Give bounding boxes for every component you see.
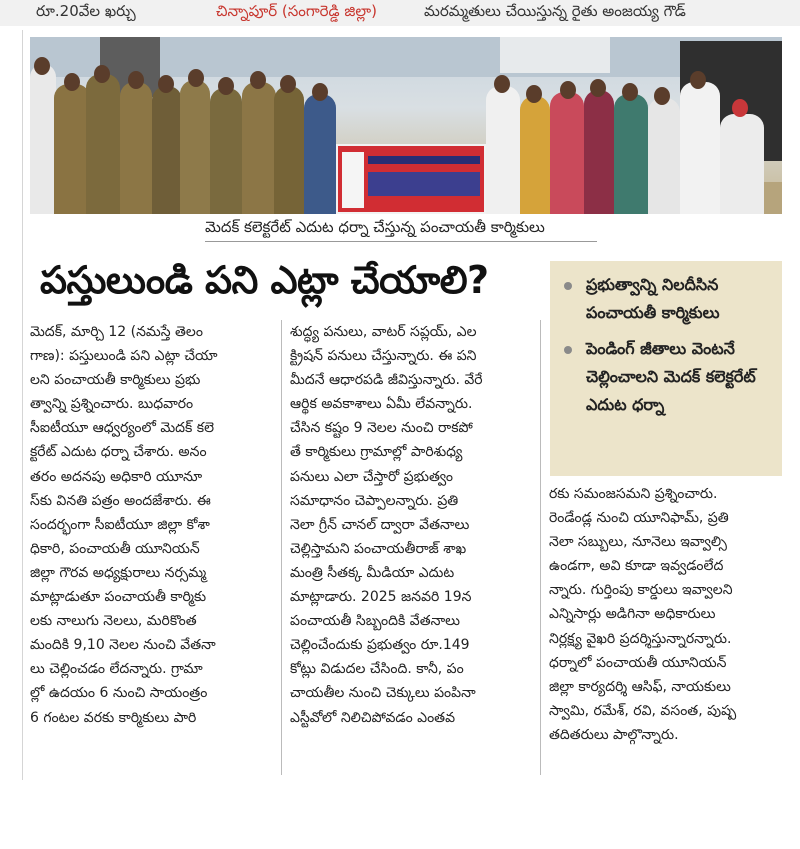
text-line: చేసిన కష్టం 9 నెలల నుంచి రాకపో [290,420,473,437]
text-line: చెల్లిస్తామని పంచాయతీరాజ్ శాఖ [290,540,467,557]
text-line: ధర్నాలో పంచాయతీ యూనియన్ [549,654,727,671]
text-line: చెల్లించేందుకు ప్రభుత్వం రూ.149 [290,637,470,654]
text-line: లు చెల్లించడం లేదన్నారు. గ్రామా [30,661,203,678]
citu-logo-icon [342,152,364,208]
text-line: సమాధానం చెప్పాలన్నారు. ప్రతి [290,492,459,509]
text-line: ధికారి, పంచాయతీ యూనియన్ [30,540,200,557]
text-line: ల్లో ఉదయం 6 నుంచి సాయంత్రం [30,685,208,702]
text-line: మాట్లాడారు. 2025 జనవరి 19న [290,589,472,606]
column-divider [281,320,282,775]
page-edge-rule [22,30,23,780]
photo-caption: మెదక్ కలెక్టరేట్ ఎదుట ధర్నా చేస్తున్న పంచాయతీ కార్మికులు [205,218,545,236]
text-line: పంచాయతీ సిబ్బందికి వేతనాలు [290,613,460,630]
highlight-item: ప్రభుత్వాన్ని నిలదీసిన పంచాయతీ కార్మికులు [564,271,772,327]
article-column-3 [549,482,784,747]
text-line: క్ట్రిషన్ పనులు చేస్తున్నారు. ఈ పని [290,348,477,365]
text-line: లని పంచాయతీ కార్మికులు ప్రభు [30,372,201,389]
text-line: తదితరులు పాల్గొన్నారు. [549,726,679,743]
text-line: 6 గంటల వరకు కార్మికులు పారి [30,709,197,726]
highlights-box [550,261,782,476]
text-line: లకు నాలుగు నెలలు, మరికొంత [30,613,197,630]
text-line: క్టరేట్ ఎదుట ధర్నా చేశారు. అనం [30,444,207,461]
text-line: ఉండగా, అవి కూడా ఇవ్వడంలేద [549,558,724,575]
text-line: శుద్ధ్య పనులు, వాటర్ సప్లయ్, ఎల [290,324,477,340]
highlight-item: పెండింగ్ జీతాలు వెంటనే చెల్లించాలని మెదక్ కలెక్టరేట్ ఎదుట ధర్నా [564,335,772,419]
text-line: స్వామి, రమేశ్, రవి, వసంత, పుష్ప [549,702,737,719]
text-line: రెండేండ్ల నుంచి యూనిఫామ్, ప్రతి [549,510,729,527]
text-line: మీదనే ఆధారపడి జీవిస్తున్నారు. వేరే [290,372,483,389]
text-line: ఎన్నిసార్లు అడిగినా అధికారులు [549,606,716,623]
bullet-icon [564,282,572,290]
text-line: ఎస్టీవోలో నిలిచిపోవడం ఎంతవ [290,709,456,726]
text-line: కోట్లు విడుదల చేసింది. కానీ, పం [290,661,464,678]
text-line: రకు సమంజసమని ప్రశ్నించారు. [549,486,718,502]
text-line: జిల్లా కార్యదర్శి ఆసిఫ్, నాయకులు [549,678,731,695]
protest-banner [336,144,486,214]
text-line: చాయతీల నుంచి చెక్కులు పంపినా [290,685,476,702]
text-line: గాణ): పస్తులుండి పని ఎట్లా చేయా [30,348,218,365]
column-divider [540,320,541,775]
text-line: ఆర్థిక అవకాశాలు ఏమీ లేవన్నారు. [290,396,473,413]
text-line: మంత్రి సీతక్క మీడియా ఎదుట [290,564,455,581]
previous-article-strip [0,0,800,26]
text-line: తే కార్మికులు గ్రామాల్లో పారిశుధ్య [290,444,463,461]
text-line: సీఐటీయూ ఆధ్వర్యంలో మెదక్ కలె [30,420,215,437]
strip-right-text: మరమ్మతులు చేయిస్తున్న రైతు అంజయ్య గౌడ్ [424,2,686,20]
text-line: పనులు ఎలా చేస్తారో ప్రభుత్వం [290,468,453,485]
text-line: స్‌కు వినతి పత్రం అందజేశారు. ఈ [30,492,211,509]
strip-left-text: రూ.20వేల ఖర్చు [36,2,136,20]
text-line: మెదక్, మార్చి 12 (నమస్తే తెలం [30,324,203,340]
text-line: మందికి 9,10 నెలల నుంచి వేతనా [30,637,216,654]
text-line: నెలా గ్రీన్ చానల్ ద్వారా వేతనాలు [290,516,470,533]
caption-underline [205,241,597,242]
text-line: న్నారు. గుర్తింపు కార్డులు ఇవ్వాలని [549,582,733,599]
text-line: నెలా సబ్బులు, నూనెలు ఇవ్వాల్సి [549,534,727,551]
text-line: సందర్భంగా సీఐటీయూ జిల్లా కోశా [30,516,210,533]
bullet-icon [564,346,572,354]
text-line: తరం అదనపు అధికారి యూనూ [30,468,203,485]
news-photo [30,37,782,214]
text-line: మాట్లాడుతూ పంచాయతీ కార్మికు [30,589,207,606]
text-line: జిల్లా గౌరవ అధ్యక్షురాలు నర్సమ్మ [30,564,207,581]
article-column-1 [30,320,272,730]
text-line: నిర్లక్ష్య వైఖరి ప్రదర్శిస్తున్నారన్నారు. [549,630,732,647]
article-headline: పస్తులుండి పని ఎట్లా చేయాలి? [40,258,489,302]
text-line: త్వాన్ని ప్రశ్నించారు. బుధవారం [30,396,194,413]
strip-dateline: చిన్నాపూర్ (సంగారెడ్డి జిల్లా) [216,2,377,20]
article-column-2 [290,320,530,730]
